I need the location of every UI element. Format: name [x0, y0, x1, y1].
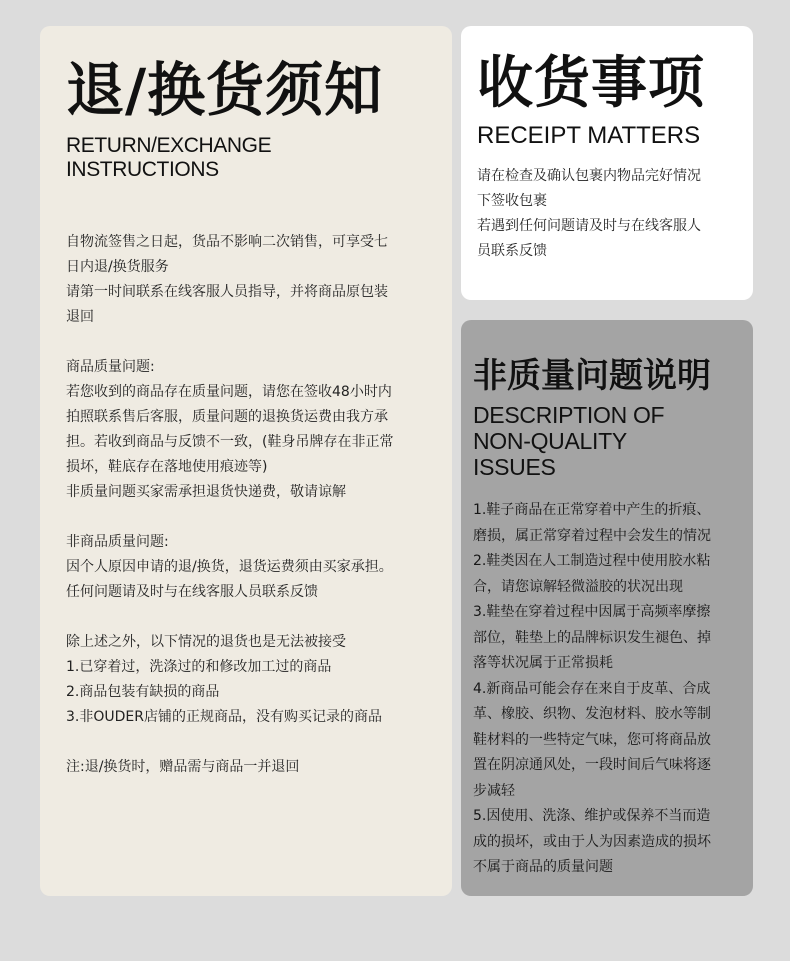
text-line: 3.非OUDER店铺的正规商品，没有购买记录的商品 — [66, 709, 382, 725]
text-line: 部位，鞋垫上的品牌标识发生褪色、掉 — [473, 629, 711, 646]
return-window-paragraph — [66, 230, 430, 330]
text-line: 4.新商品可能会存在来自于皮革、合成 — [473, 680, 711, 697]
text-line: 非商品质量问题: — [66, 534, 169, 550]
non-quality-issues-card — [461, 320, 753, 896]
text-line: 除上述之外，以下情况的退货也是无法被接受 — [66, 634, 346, 650]
text-line: 日内退/换货服务 — [66, 259, 169, 275]
receipt-matters-title: 收货事项 — [477, 51, 705, 116]
non-quality-issues-body — [473, 498, 743, 881]
receipt-matters-body — [477, 164, 739, 264]
text-line: 注:退/换货时，赠品需与商品一并退回 — [66, 759, 300, 775]
text-line: 若遇到任何问题请及时与在线客服人 — [477, 218, 701, 234]
text-line: 成的损坏，或由于人为因素造成的损坏 — [473, 833, 711, 850]
text-line: 合，请您谅解轻微溢胶的状况出现 — [473, 578, 683, 595]
gift-note-paragraph — [66, 755, 430, 780]
return-exchange-title: 退/换货须知 — [66, 56, 384, 124]
text-line: 落等状况属于正常损耗 — [473, 655, 613, 671]
text-line: 1.鞋子商品在正常穿着中产生的折痕、 — [473, 502, 711, 518]
text-line: 员联系反馈 — [477, 243, 547, 259]
text-line: 商品质量问题: — [66, 359, 155, 375]
text-line: 自物流签售之日起，货品不影响二次销售，可享受七 — [66, 234, 388, 250]
text-line: 2.鞋类因在人工制造过程中使用胶水粘 — [473, 553, 711, 569]
text-line: 非质量问题买家需承担退货快递费，敬请谅解 — [66, 484, 346, 500]
text-line: 不属于商品的质量问题 — [473, 859, 613, 875]
quality-issue-paragraph — [66, 355, 430, 505]
non-quality-issues-subtitle: DESCRIPTION OF NON-QUALITY ISSUES — [473, 402, 665, 480]
return-exchange-card — [40, 26, 452, 896]
text-line: 拍照联系售后客服，质量问题的退换货运费由我方承 — [66, 409, 388, 425]
text-line: 下签收包裹 — [477, 193, 547, 209]
receipt-matters-subtitle: RECEIPT MATTERS — [477, 122, 701, 149]
text-line: 请第一时间联系在线客服人员指导，并将商品原包装 — [66, 284, 388, 300]
text-line: 置在阴凉通风处，一段时间后气味将逐 — [473, 757, 711, 773]
text-line: 任何问题请及时与在线客服人员联系反馈 — [66, 584, 318, 600]
text-line: 革、橡胶、织物、发泡材料、胶水等制 — [473, 706, 711, 722]
text-line: 3.鞋垫在穿着过程中因属于高频率摩擦 — [473, 604, 711, 620]
text-line: 因个人原因申请的退/换货，退货运费须由买家承担。 — [66, 559, 393, 575]
text-line: 损坏，鞋底存在落地使用痕迹等) — [66, 459, 268, 475]
return-exchange-body — [66, 230, 430, 780]
receipt-matters-card — [461, 26, 753, 300]
unacceptable-returns-paragraph — [66, 630, 430, 730]
return-exchange-subtitle: RETURN/EXCHANGE INSTRUCTIONS — [66, 134, 272, 181]
text-line: 步减轻 — [473, 782, 515, 799]
non-quality-issues-title: 非质量问题说明 — [473, 356, 711, 396]
text-line: 1.已穿着过，洗涤过的和修改加工过的商品 — [66, 659, 332, 675]
text-line: 2.商品包装有缺损的商品 — [66, 684, 220, 700]
non-quality-issue-paragraph — [66, 530, 430, 605]
text-line: 鞋材料的一些特定气味，您可将商品放 — [473, 731, 711, 748]
text-line: 磨损，属正常穿着过程中会发生的情况 — [473, 527, 711, 544]
text-line: 若您收到的商品存在质量问题，请您在签收48小时内 — [66, 384, 392, 400]
text-line: 退回 — [66, 309, 94, 325]
text-line: 5.因使用、洗涤、维护或保养不当而造 — [473, 808, 711, 824]
text-line: 担。若收到商品与反馈不一致，(鞋身吊牌存在非正常 — [66, 434, 394, 450]
text-line: 请在检查及确认包裹内物品完好情况 — [477, 168, 701, 184]
